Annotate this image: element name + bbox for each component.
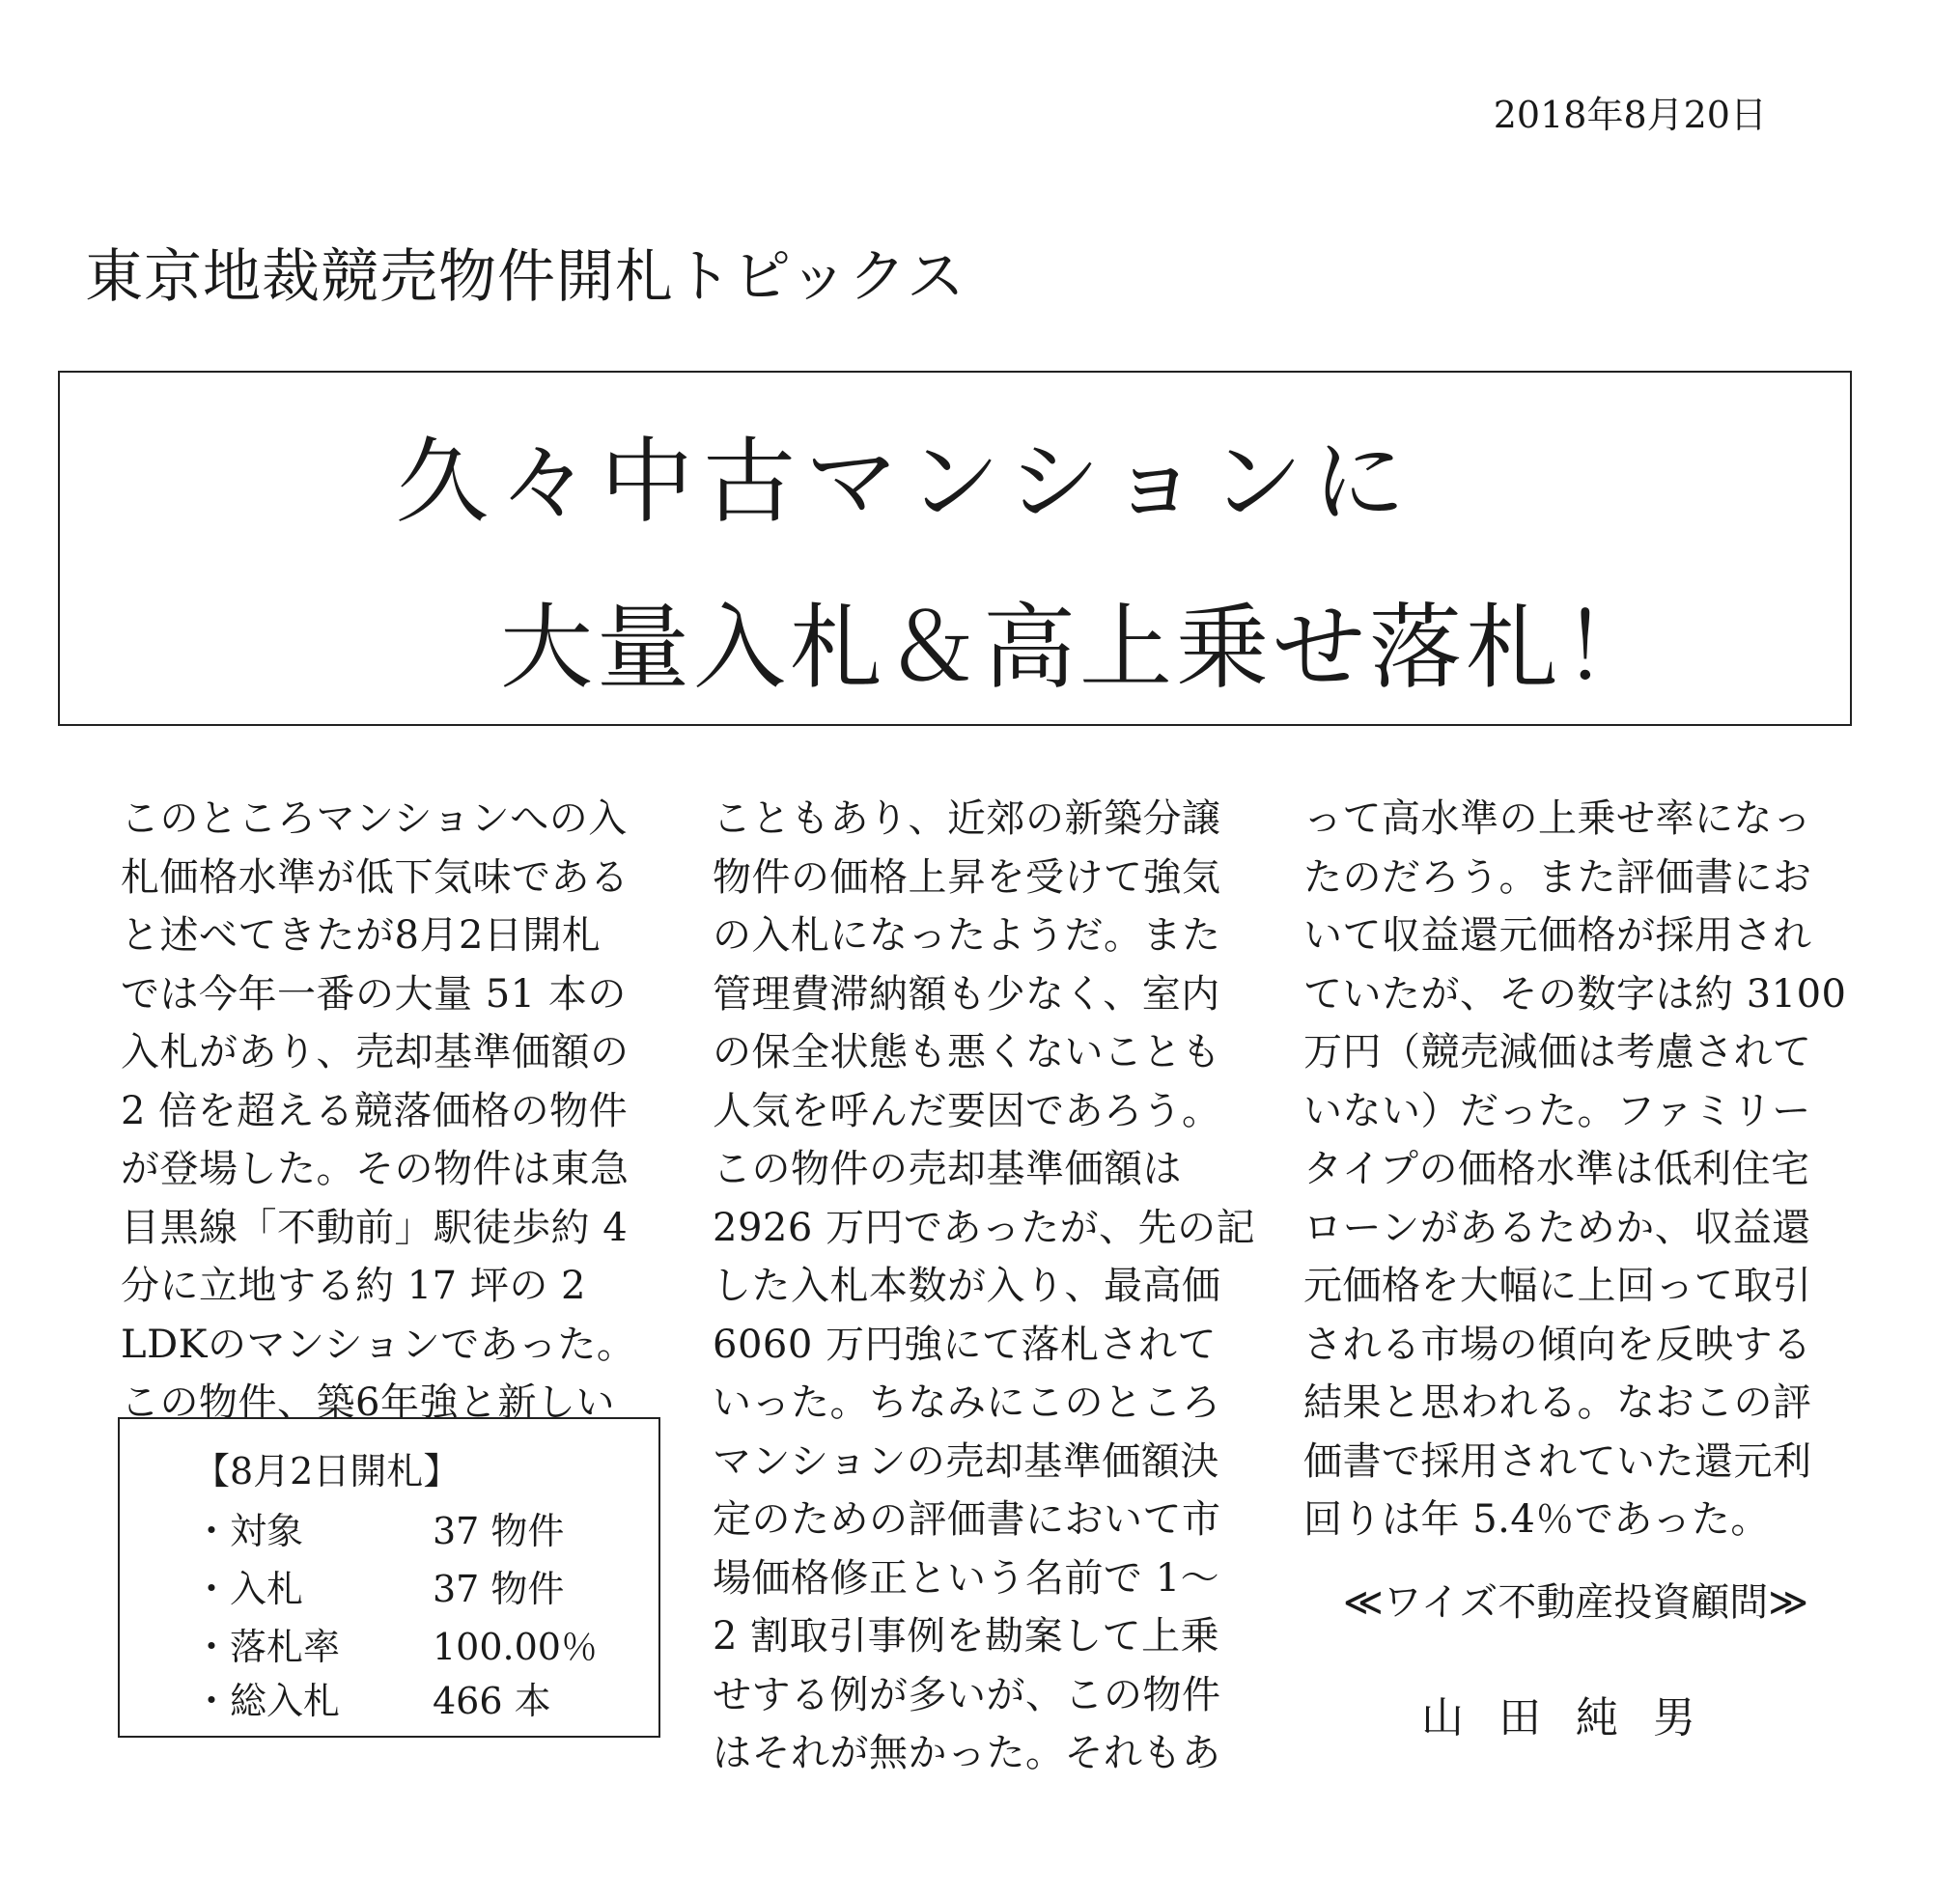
article-line: 2926 万円であったが、先の記 <box>713 1205 1256 1250</box>
article-line: の入札になったようだ。また <box>713 913 1221 958</box>
article-line: 定のための評価書において市 <box>713 1497 1221 1542</box>
article-line: 回りは年 5.4％であった。 <box>1303 1497 1770 1542</box>
summary-label: ・入札 <box>193 1568 304 1610</box>
organization-name: ≪ワイズ不動産投資顧問≫ <box>1342 1580 1809 1625</box>
article-line: 万円（競売減価は考慮されて <box>1303 1030 1812 1074</box>
article-line: 結果と思われる。なおこの評 <box>1303 1380 1812 1425</box>
article-line: 目黒線「不動前」駅徒歩約 4 <box>121 1205 629 1250</box>
article-line: 入札があり、売却基準価額の <box>121 1030 630 1074</box>
summary-value: 100.00％ <box>433 1626 598 1668</box>
summary-title: 【8月2日開札】 <box>193 1450 461 1492</box>
article-line: ローンがあるためか、収益還 <box>1303 1205 1811 1250</box>
article-line: はそれが無かった。それもあ <box>713 1731 1221 1775</box>
article-line: が登場した。その物件は東急 <box>121 1147 630 1191</box>
article-line: 価書で採用されていた還元利 <box>1303 1438 1812 1484</box>
article-line: マンションの売却基準価額決 <box>713 1438 1219 1484</box>
article-line: 2 倍を超える競落価格の物件 <box>121 1088 629 1133</box>
article-line: タイプの価格水準は低利住宅 <box>1303 1147 1810 1191</box>
article-line: この物件、築6年強と新しい <box>121 1380 615 1425</box>
article-line: こともあり、近郊の新築分譲 <box>713 796 1221 841</box>
article-line: この物件の売却基準価額は <box>713 1147 1182 1191</box>
article-line: いて収益還元価格が採用され <box>1303 913 1812 958</box>
publication-date: 2018年8月20日 <box>1493 94 1767 136</box>
article-line: 場価格修正という名前で 1～ <box>713 1555 1220 1601</box>
article-line: では今年一番の大量 51 本の <box>121 971 627 1017</box>
article-line: 分に立地する約 17 坪の 2 <box>121 1264 586 1308</box>
summary-value: 37 物件 <box>433 1568 565 1610</box>
article-line: って高水準の上乗せ率になっ <box>1303 796 1812 841</box>
summary-label: ・対象 <box>193 1510 304 1552</box>
article-line: 2 割取引事例を勘案して上乗 <box>713 1614 1220 1659</box>
article-column-3 <box>1303 790 1847 1549</box>
author-name: 山田純男 <box>1421 1693 1730 1743</box>
article-line: たのだろう。また評価書にお <box>1303 854 1812 900</box>
headline-line-2: 大量入札＆高上乗せ落札！ <box>500 594 1659 702</box>
series-title: 東京地裁競売物件開札トピックス <box>85 243 966 311</box>
article-line: 管理費滞納額も少なく、室内 <box>713 971 1220 1017</box>
summary-label: ・落札率 <box>193 1626 341 1668</box>
summary-value: 37 物件 <box>433 1510 565 1552</box>
article-line: このところマンションへの入 <box>121 796 628 841</box>
article-line: される市場の傾向を反映する <box>1303 1322 1812 1367</box>
article-line: 元価格を大幅に上回って取引 <box>1303 1264 1812 1308</box>
article-line: いない）だった。ファミリー <box>1303 1088 1811 1133</box>
auction-summary-box <box>118 1417 660 1738</box>
article-line: LDKのマンションであった。 <box>121 1322 636 1367</box>
article-line: せする例が多いが、この物件 <box>713 1672 1221 1717</box>
article-line: いった。ちなみにこのところ <box>713 1380 1221 1425</box>
summary-label: ・総入札 <box>193 1680 341 1722</box>
headline-line-1: 久々中古マンションに <box>396 428 1415 536</box>
article-line: の保全状態も悪くないことも <box>713 1030 1221 1074</box>
article-line: 物件の価格上昇を受けて強気 <box>713 854 1221 900</box>
article-line: 人気を呼んだ要因であろう。 <box>713 1088 1221 1133</box>
article-line: 札価格水準が低下気味である <box>121 854 630 900</box>
article-column-2 <box>713 790 1256 1783</box>
headline-box <box>58 371 1852 726</box>
article-column-1 <box>121 790 636 1433</box>
summary-value: 466 本 <box>433 1680 551 1722</box>
article-line: 6060 万円強にて落札されて <box>713 1322 1218 1367</box>
article-line: と述べてきたが8月2日開札 <box>121 913 602 958</box>
article-line: ていたが、その数字は約 3100 <box>1303 971 1847 1017</box>
article-line: した入札本数が入り、最高価 <box>713 1264 1221 1308</box>
